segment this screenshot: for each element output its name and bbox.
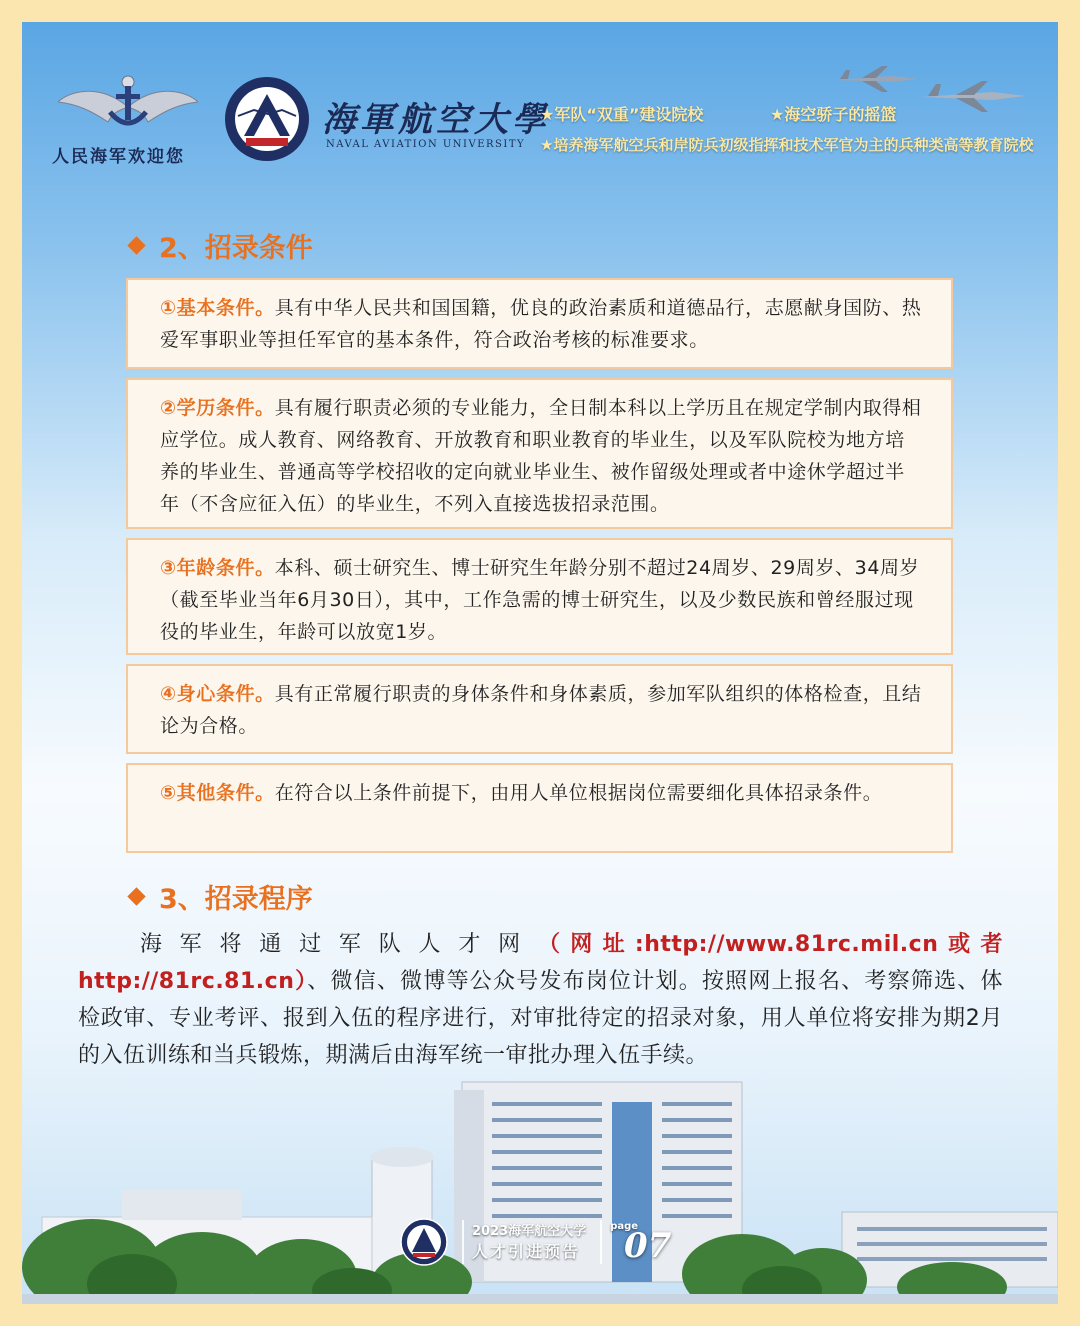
section-title-conditions (130, 226, 313, 265)
page-label: page (610, 1220, 639, 1232)
tag-mission: ★培养海军航空兵和岸防兵初级指挥和技术军官为主的兵种类高等教育院校 (540, 136, 1034, 154)
diamond-bullet-icon (127, 236, 145, 254)
condition-label: ①基本条件。 (160, 297, 275, 319)
condition-text: 本科、硕士研究生、博士研究生年龄分别不超过24周岁、29周岁、34周岁（截至毕业当年6月30日），其中，工作急需的博士研究生，以及少数民族和曾经服过现役的毕业生，年龄可以放宽1岁。 (160, 557, 920, 643)
condition-label: ④身心条件。 (160, 683, 275, 705)
condition-box (126, 664, 953, 754)
navy-slogan: 人民海军欢迎您 (52, 147, 185, 167)
condition-text: 具有中华人民共和国国籍，优良的政治素质和道德品行，志愿献身国防、热爱军事职业等担任军官的基本条件，符合政治考核的标准要求。 (160, 297, 922, 351)
footer (400, 1210, 671, 1274)
condition-box (126, 763, 953, 853)
page-number: 07 (624, 1226, 672, 1266)
procedure-text: 、微信、微博等公众号发布岗位计划。按照网上报名、考察筛选、体检政审、专业考评、报到入伍的程序进行，对审批待定的招录对象，用人单位将安排为期2月的入伍训练和当兵锻炼，期满后由海军统一审批办理入伍手续。 (78, 969, 1003, 1068)
university-logo-icon (224, 76, 310, 162)
header (22, 22, 1058, 182)
condition-text: 在符合以上条件前提下，由用人单位根据岗位需要细化具体招录条件。 (274, 782, 883, 804)
section-title-procedure (130, 877, 313, 916)
footer-text (472, 1222, 586, 1262)
tag-cradle: ★海空骄子的摇篮 (770, 105, 897, 124)
condition-box (126, 278, 953, 369)
section-title-text: 2、招录条件 (159, 233, 313, 264)
recruit-url-link[interactable]: （网址:http://www.81rc.mil.cn或者http://81rc.81.cn） (78, 932, 1003, 994)
condition-text: 具有履行职责必须的专业能力，全日制本科以上学历且在规定学制内取得相应学位。成人教育、网络教育、开放教育和职业教育的毕业生，以及军队院校为地方培养的毕业生、普通高等学校招收的定向就业毕业生、被作留级处理或者中途休学超过半年（不含应征入伍）的毕业生，不列入直接选拔招录范围。 (160, 397, 922, 515)
section-title-text: 3、招录程序 (159, 884, 313, 915)
footer-divider (462, 1220, 464, 1264)
condition-text: 具有正常履行职责的身体条件和身体素质，参加军队组织的体格检查，且结论为合格。 (160, 683, 922, 737)
procedure-paragraph (78, 926, 1003, 1074)
condition-box (126, 378, 953, 529)
navy-anchor-emblem-icon (58, 72, 198, 142)
university-name-cn: 海軍航空大學 (322, 100, 550, 140)
footer-divider (600, 1220, 602, 1264)
footer-line2: 人才引进预告 (472, 1242, 581, 1261)
diamond-bullet-icon (127, 887, 145, 905)
condition-box (126, 538, 953, 655)
condition-label: ③年龄条件。 (160, 557, 275, 579)
condition-label: ⑤其他条件。 (160, 782, 275, 804)
condition-label: ②学历条件。 (160, 397, 275, 419)
fighter-jet-icon (832, 64, 922, 94)
university-name-en: NAVAL AVIATION UNIVERSITY (326, 139, 526, 150)
poster-frame (22, 22, 1058, 1304)
tag-dual-construction: ★军队“双重”建设院校 (540, 105, 704, 124)
procedure-intro: 海军将通过军队人才网 (130, 932, 538, 957)
footer-line1: 2023海军航空大学 (472, 1224, 587, 1239)
fighter-jet-icon (920, 78, 1030, 114)
university-logo-icon (400, 1218, 448, 1266)
